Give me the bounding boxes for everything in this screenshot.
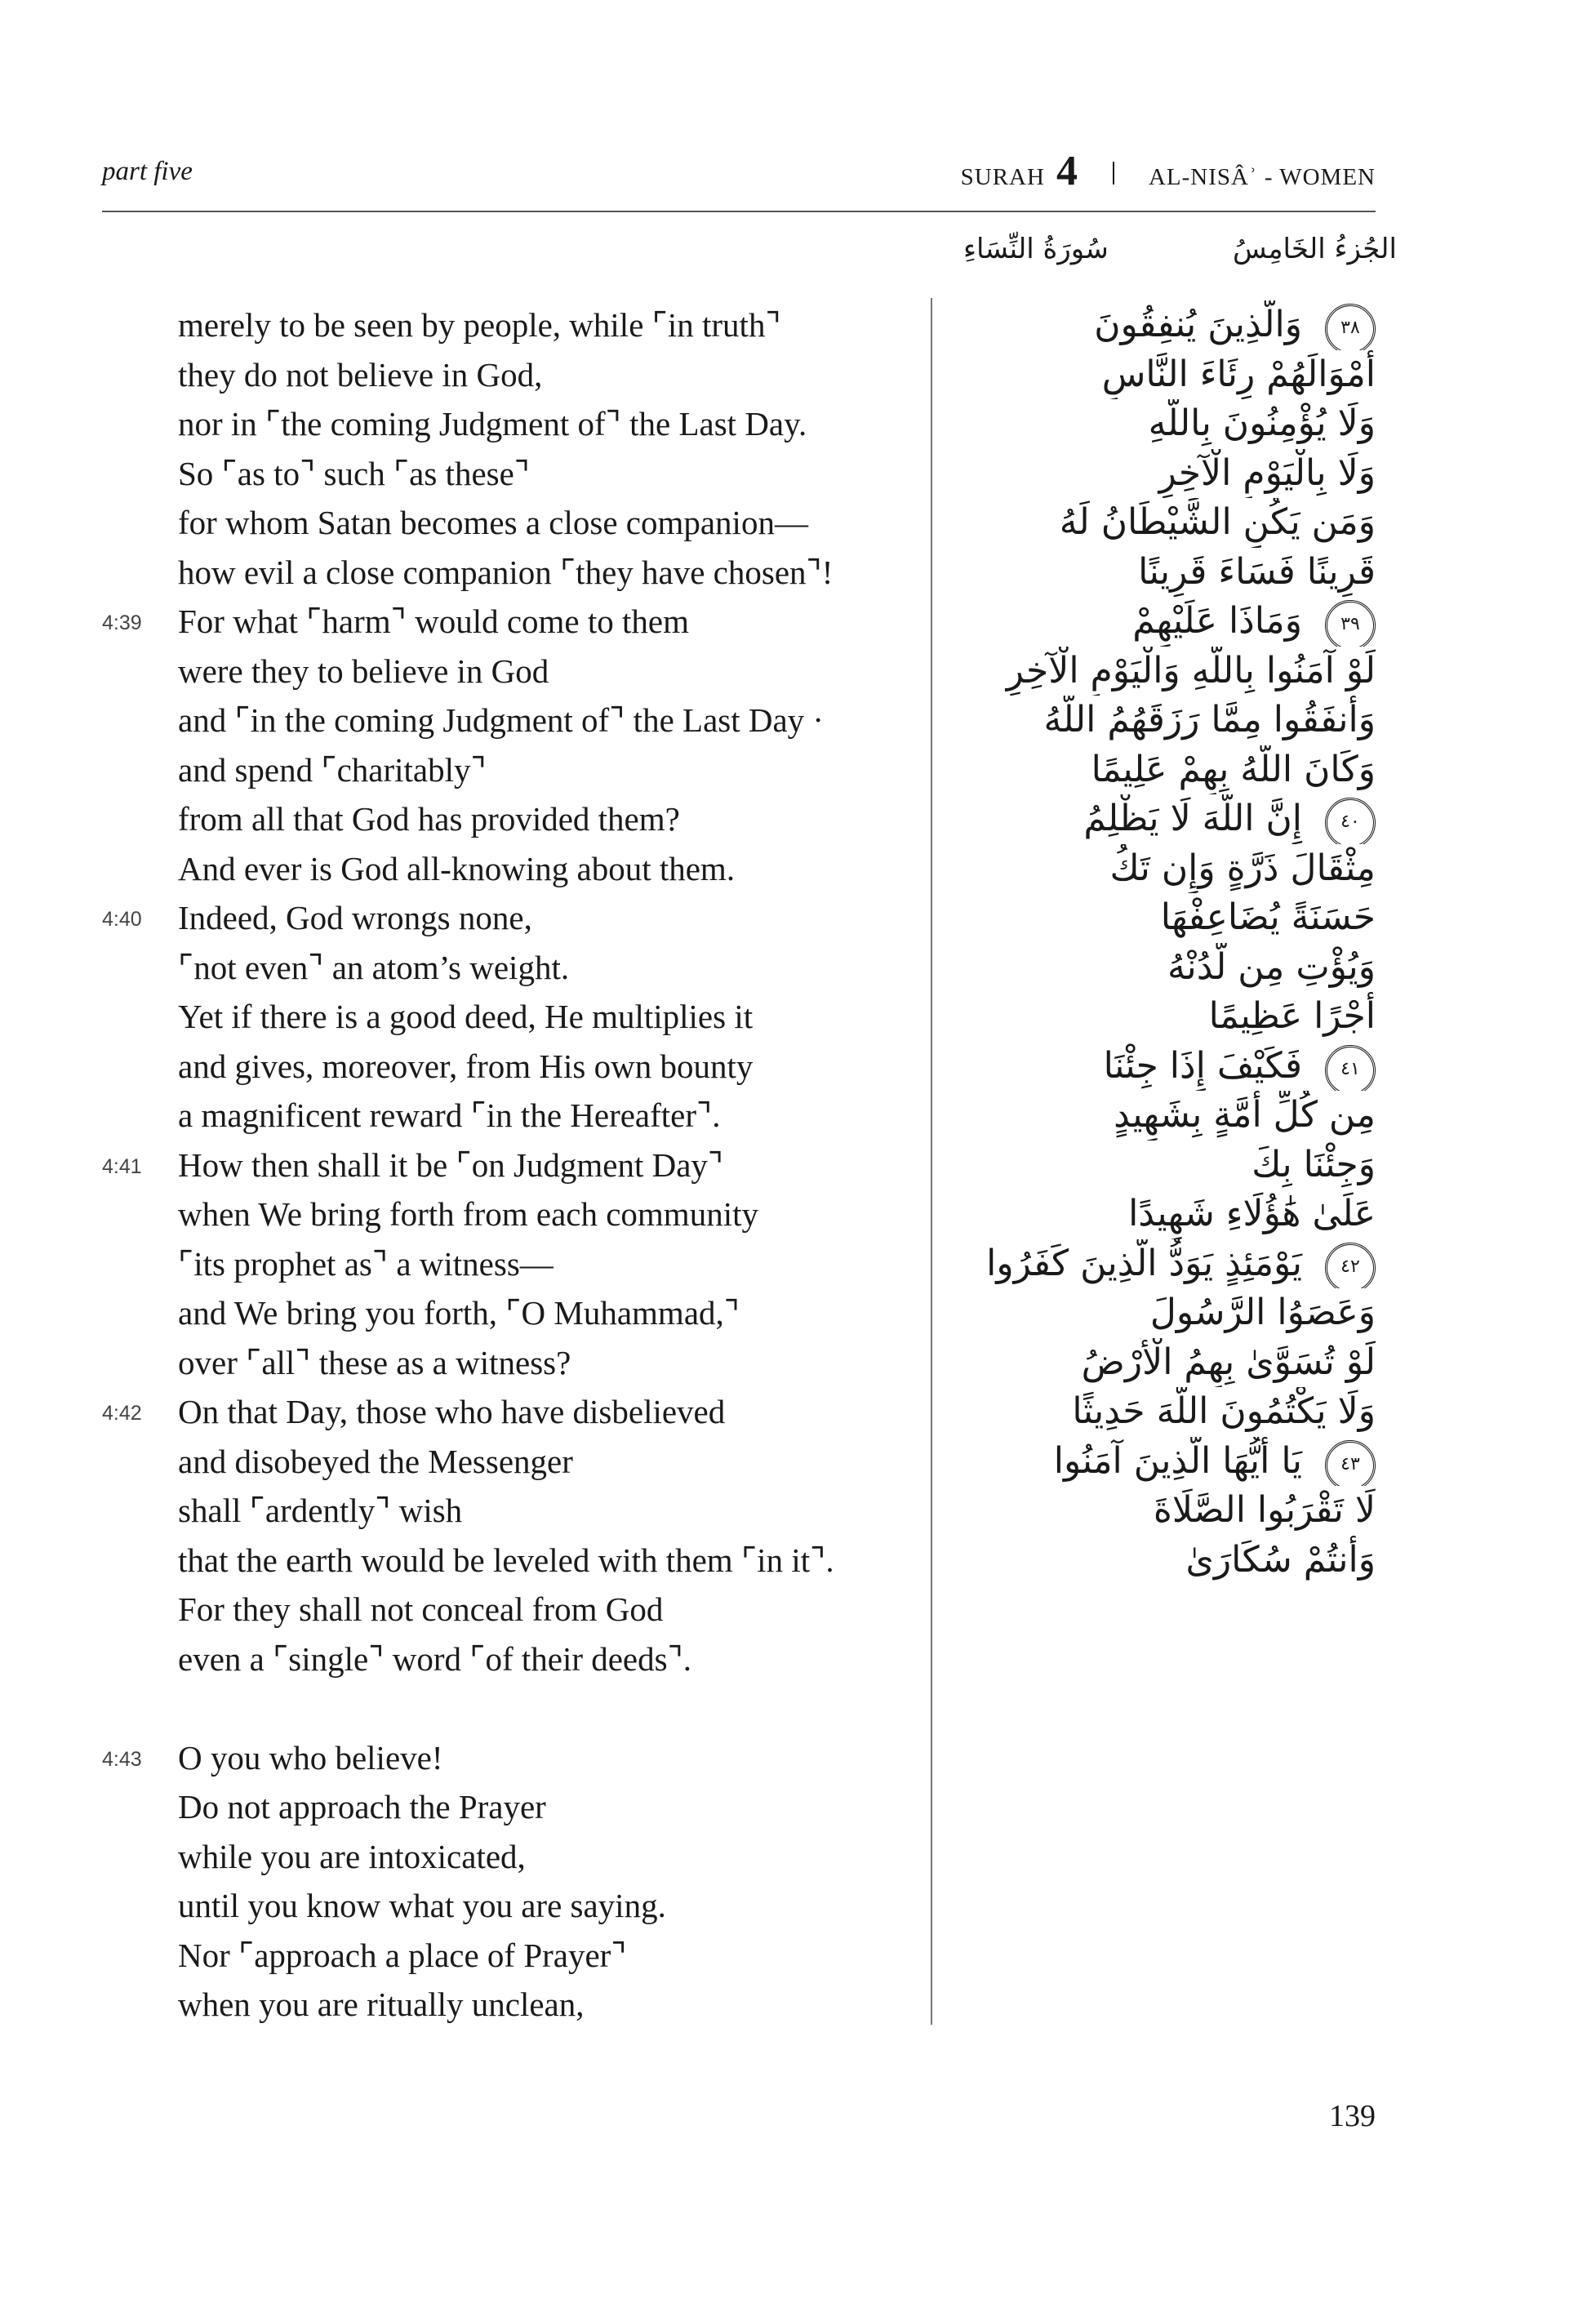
- verse-line: [90, 1733, 914, 1783]
- arabic-line: [963, 745, 1376, 795]
- verse-text: nor in ⌜the coming Judgment of⌝ the Last Day.: [178, 405, 807, 442]
- arabic-line: [963, 992, 1376, 1042]
- verse-text: ⌜not even⌝ an atom’s weight.: [178, 948, 570, 986]
- verse-number: 4:39: [102, 611, 142, 634]
- verse-text: and spend ⌜charitably⌝: [178, 750, 487, 789]
- verse-text: when We bring forth from each community: [178, 1195, 758, 1233]
- arabic-verse-text: قَرِينًا فَسَاءَ قَرِينًا: [1138, 550, 1376, 593]
- verse-text: and ⌜in the coming Judgment of⌝ the Last Day ·: [178, 701, 825, 739]
- arabic-verse-text: وَيُؤْتِ مِن لَّدُنْهُ: [1167, 945, 1376, 988]
- verse-text: And ever is God all-knowing about them.: [178, 849, 736, 887]
- arabic-line: [963, 1239, 1376, 1289]
- verse-line: [90, 449, 914, 499]
- verse-line: [90, 1091, 914, 1141]
- verse-line: [90, 1980, 914, 2030]
- verse-text: O you who believe!: [178, 1738, 443, 1777]
- verse-text: shall ⌜ardently⌝ wish: [178, 1492, 463, 1529]
- verse-text: Indeed, God wrongs none,: [178, 899, 532, 936]
- verse-line: [90, 647, 914, 696]
- arabic-verse-text: لَوْ تُسَوَّىٰ بِهِمُ الْأَرْضُ: [1081, 1341, 1376, 1383]
- arabic-verse-text: يَا أَيُّهَا الَّذِينَ آمَنُوا: [1053, 1439, 1302, 1482]
- arabic-verse-text: لَا تَقْرَبُوا الصَّلَاةَ: [1153, 1489, 1376, 1531]
- running-head-part: part five: [102, 157, 193, 186]
- verse-text: even a ⌜single⌝ word ⌜of their deeds⌝.: [178, 1639, 692, 1678]
- verse-marker-icon: ٤٢: [1325, 1243, 1376, 1289]
- arabic-verse-text: وَلَا يُؤْمِنُونَ بِاللَّهِ: [1148, 402, 1376, 444]
- column-divider: [931, 298, 932, 2025]
- verse-line: [90, 1042, 914, 1092]
- verse-line: [90, 1387, 914, 1437]
- verse-line: [90, 1782, 914, 1832]
- arabic-line: [963, 943, 1376, 993]
- verse-line: [90, 1931, 914, 1981]
- arabic-line: [963, 399, 1376, 449]
- arabic-verse-text: وَالَّذِينَ يُنفِقُونَ: [1094, 304, 1302, 345]
- arabic-line: [963, 844, 1376, 894]
- page-number: 139: [1329, 2099, 1376, 2133]
- verse-marker-icon: ٤٣: [1325, 1440, 1376, 1487]
- arabic-line: [963, 449, 1376, 499]
- arabic-line: [963, 350, 1376, 400]
- arabic-verse-text: إِنَّ اللَّهَ لَا يَظْلِمُ: [1083, 798, 1302, 839]
- arabic-line: [963, 597, 1376, 647]
- arabic-line: [963, 1536, 1376, 1585]
- verse-line: [90, 1486, 914, 1536]
- verse-text: and We bring you forth, ⌜O Muhammad,⌝: [178, 1294, 740, 1332]
- verse-marker-icon: ٣٨: [1325, 304, 1376, 350]
- verse-line: [90, 1141, 914, 1190]
- arabic-line: [963, 647, 1376, 696]
- arabic-line: [963, 548, 1376, 598]
- arabic-verse-text: وَمَن يَكُنِ الشَّيْطَانُ لَهُ: [1059, 501, 1376, 543]
- arabic-verse-text: وَأَنتُمْ سُكَارَىٰ: [1185, 1538, 1376, 1581]
- arabic-line: [963, 1042, 1376, 1092]
- verse-text: How then shall it be ⌜on Judgment Day⌝: [178, 1145, 724, 1184]
- arabic-verse-text: يَوْمَئِذٍ يَوَدُّ الَّذِينَ كَفَرُوا: [986, 1242, 1302, 1284]
- arabic-line: [963, 498, 1376, 548]
- verse-text: So ⌜as to⌝ such ⌜as these⌝: [178, 454, 531, 492]
- arabic-line: [963, 1141, 1376, 1190]
- verse-text: they do not believe in God,: [178, 355, 543, 394]
- arabic-verse-text: وَلَا بِالْيَوْمِ الْآخِرِ: [1158, 451, 1376, 494]
- verse-text: for whom Satan becomes a close companion—: [178, 504, 808, 541]
- arabic-verse-text: مِن كُلِّ أُمَّةٍ بِشَهِيدٍ: [1114, 1094, 1376, 1136]
- arabic-verse-text: لَوْ آمَنُوا بِاللَّهِ وَالْيَوْمِ الْآخِرِ: [1006, 649, 1376, 692]
- header-rule: [102, 211, 1376, 212]
- arabic-line: [963, 1338, 1376, 1388]
- surah-name: AL-NISÂʾ - WOMEN: [1148, 164, 1376, 190]
- verse-line: [90, 844, 914, 894]
- verse-marker-icon: ٤١: [1325, 1045, 1376, 1092]
- verse-text: over ⌜all⌝ these as a witness?: [178, 1343, 571, 1381]
- english-translation: [90, 300, 914, 2030]
- verse-marker-icon: ٣٩: [1325, 600, 1376, 647]
- verse-text: a magnificent reward ⌜in the Hereafter⌝.: [178, 1096, 721, 1134]
- verse-text: when you are ritually unclean,: [178, 1986, 585, 2023]
- verse-text: from all that God has provided them?: [178, 800, 680, 838]
- verse-text: For what ⌜harm⌝ would come to them: [178, 603, 689, 640]
- verse-line: [90, 548, 914, 598]
- arabic-text: [963, 300, 1376, 1585]
- verse-line: [90, 1437, 914, 1487]
- verse-number: 4:42: [102, 1402, 142, 1425]
- arabic-verse-text: حَسَنَةً يُضَاعِفْهَا: [1160, 896, 1376, 938]
- verse-text: Yet if there is a good deed, He multiplies it: [178, 998, 754, 1035]
- arabic-verse-text: عَلَىٰ هَٰؤُلَاءِ شَهِيدًا: [1128, 1193, 1376, 1234]
- verse-text: were they to believe in God: [178, 652, 549, 690]
- verse-line: [90, 1832, 914, 1882]
- verse-line: [90, 745, 914, 795]
- verse-line: [90, 1881, 914, 1931]
- verse-line: [90, 350, 914, 400]
- verse-line: [90, 1585, 914, 1634]
- section-gap: [90, 1683, 914, 1733]
- verse-number: 4:43: [102, 1747, 142, 1771]
- verse-line: [90, 399, 914, 449]
- verse-text: how evil a close companion ⌜they have chosen⌝!: [178, 553, 834, 591]
- arabic-surah-title: سُورَةُ النِّسَاءِ: [963, 233, 1109, 265]
- verse-line: [90, 943, 914, 993]
- arabic-verse-text: أَجْرًا عَظِيمًا: [1208, 995, 1376, 1037]
- verse-text: merely to be seen by people, while ⌜in truth⌝: [178, 306, 781, 344]
- verse-line: [90, 1239, 914, 1289]
- arabic-verse-text: وَمَاذَا عَلَيْهِمْ: [1132, 600, 1302, 642]
- arabic-line: [963, 893, 1376, 943]
- verse-text: On that Day, those who have disbelieved: [178, 1393, 726, 1430]
- arabic-verse-text: فَكَيْفَ إِذَا جِئْنَا: [1103, 1044, 1302, 1087]
- surah-label: SURAH: [960, 164, 1045, 190]
- verse-text: ⌜its prophet as⌝ a witness—: [178, 1244, 553, 1283]
- arabic-line: [963, 1190, 1376, 1239]
- arabic-part-title: الجُزءُ الخَامِسُ: [1233, 233, 1397, 265]
- verse-number: 4:40: [102, 908, 142, 931]
- arabic-line: [963, 1437, 1376, 1487]
- arabic-verse-text: أَمْوَالَهُمْ رِئَاءَ النَّاسِ: [1101, 353, 1376, 395]
- verse-marker-icon: ٤٠: [1325, 798, 1376, 844]
- verse-text: and gives, moreover, from His own bounty: [178, 1047, 754, 1085]
- arabic-line: [963, 696, 1376, 745]
- verse-line: [90, 1190, 914, 1239]
- arabic-verse-text: مِثْقَالَ ذَرَّةٍ وَإِن تَكُ: [1109, 847, 1376, 889]
- verse-line: [90, 498, 914, 548]
- verse-line: [90, 794, 914, 844]
- verse-line: [90, 992, 914, 1042]
- arabic-verse-text: وَلَا يَكْتُمُونَ اللَّهَ حَدِيثًا: [1072, 1390, 1376, 1432]
- verse-text: and disobeyed the Messenger: [178, 1442, 573, 1480]
- arabic-line: [963, 794, 1376, 844]
- verse-text: Do not approach the Prayer: [178, 1788, 546, 1826]
- verse-line: [90, 300, 914, 350]
- arabic-verse-text: وَجِئْنَا بِكَ: [1251, 1143, 1376, 1185]
- surah-number: 4: [1056, 148, 1078, 194]
- verse-line: [90, 1536, 914, 1585]
- verse-line: [90, 1288, 914, 1338]
- verse-line: [90, 597, 914, 647]
- header-separator: [1113, 162, 1114, 185]
- verse-number: 4:41: [102, 1154, 142, 1178]
- arabic-line: [963, 1486, 1376, 1536]
- arabic-verse-text: وَعَصَوُا الرَّسُولَ: [1149, 1292, 1376, 1333]
- verse-text: while you are intoxicated,: [178, 1837, 526, 1875]
- arabic-verse-text: وَكَانَ اللَّهُ بِهِمْ عَلِيمًا: [1091, 748, 1376, 790]
- arabic-verse-text: وَأَنفَقُوا مِمَّا رَزَقَهُمُ اللَّهُ: [1043, 699, 1376, 740]
- arabic-line: [963, 1091, 1376, 1141]
- verse-line: [90, 1338, 914, 1388]
- running-head-surah: [961, 147, 1376, 195]
- verse-line: [90, 1634, 914, 1684]
- verse-text: that the earth would be leveled with them ⌜in it⌝.: [178, 1541, 834, 1579]
- verse-line: [90, 696, 914, 745]
- verse-text: For they shall not conceal from God: [178, 1590, 664, 1628]
- verse-text: Nor ⌜approach a place of Prayer⌝: [178, 1936, 627, 1974]
- arabic-line: [963, 1288, 1376, 1338]
- verse-text: until you know what you are saying.: [178, 1887, 666, 1924]
- arabic-line: [963, 300, 1376, 350]
- verse-line: [90, 893, 914, 943]
- arabic-line: [963, 1387, 1376, 1437]
